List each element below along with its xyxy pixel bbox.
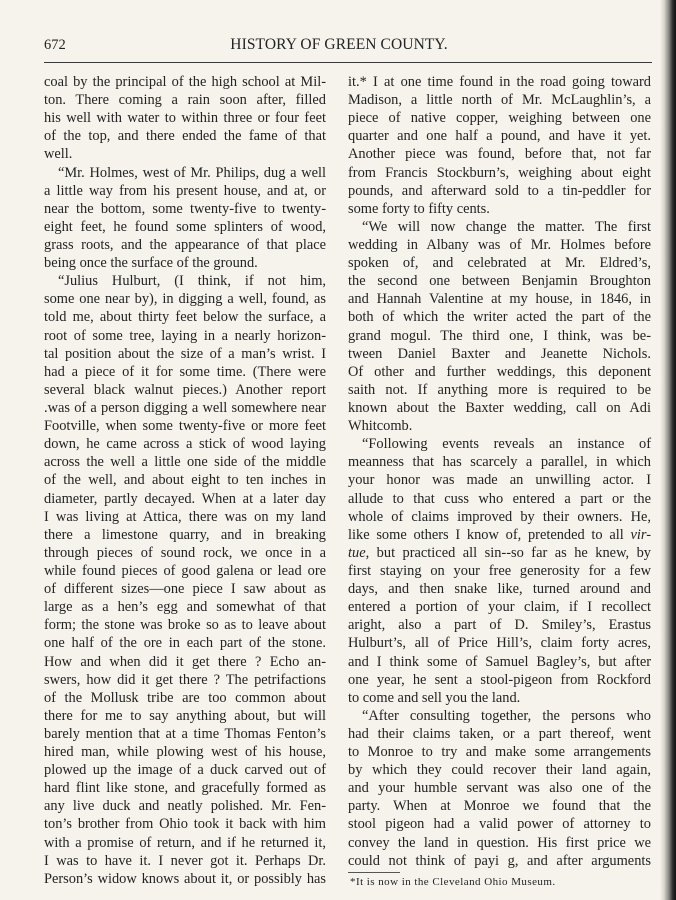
text-line: of the well, and about eight to ten inches in (44, 472, 326, 489)
text-line: convey the land in question. His first price we (348, 834, 651, 851)
text-line: saith not. If anything more is required to be (348, 381, 651, 398)
text-line: piece of native copper, weighing between one (348, 110, 651, 127)
text-line: Person’s widow knows about it, or possibly has (44, 870, 326, 887)
text-line: down, he came across a stick of wood laying (44, 436, 326, 453)
running-title: HISTORY OF GREEN COUNTY. (230, 36, 448, 53)
text-line: could not think of payi g, and after arguments (348, 852, 651, 869)
text-run: like some others I know of, pretended to all (348, 526, 631, 543)
text-line: diameter, partly decayed. When at a later day (44, 490, 326, 507)
page-number: 672 (44, 37, 66, 53)
text-line: some one near by), in digging a well, found, as (44, 291, 326, 308)
italic-run: vir- (630, 526, 651, 543)
text-line: “Following events reveals an instance of (362, 436, 651, 453)
text-line: Whitcomb. (348, 418, 413, 435)
page-edge-shadow (660, 0, 676, 900)
text-line: ton. There coming a rain soon after, filled (44, 92, 326, 109)
text-line: aright, also a part of D. Smiley’s, Erastus (348, 617, 651, 634)
text-line: known about the Baxter wedding, call on Adi (348, 399, 651, 416)
text-line: first staying on your free generosity for a few (348, 562, 651, 579)
text-line: hired man, while plowing west of his house, (44, 744, 326, 761)
right-column (348, 73, 651, 870)
text-line: there a limestone quarry, and in breaking (44, 526, 326, 543)
italic-run: tue (348, 544, 366, 561)
text-line: and I think some of Samuel Bagley’s, but after (348, 653, 651, 670)
text-line: with a promise of return, and if he returned it, (44, 834, 326, 851)
text-line: one half of the ore in each part of the stone. (44, 635, 326, 652)
text-line: of the top, and there ended the fame of that (44, 128, 326, 145)
text-run: , but practiced all sin--so far as he knew, by (365, 544, 651, 561)
text-line: across the well a little one side of the middle (44, 454, 326, 471)
text-line: of the Mollusk tribe are too common about (44, 689, 326, 706)
text-line: stool pigeon had a valid power of attorney to (348, 816, 651, 833)
text-line: grass roots, and the appearance of that place (44, 236, 326, 253)
text-line: ton’s brother from Ohio took it back with him (44, 816, 326, 833)
text-line: to Monroe to try and make some arrangements (348, 744, 651, 761)
text-line: How and when did it get there ? Echo an- (44, 653, 326, 670)
text-line: days, and then snake like, turned around and (348, 581, 651, 598)
text-line: “We will now change the matter. The first (362, 218, 651, 235)
text-line: had their claims taken, or a part thereof, went (348, 725, 651, 742)
text-line: meanness that has scarcely a parallel, in which (348, 454, 651, 471)
text-line: it.* I at one time found in the road going toward (348, 74, 651, 90)
text-line: coal by the principal of the high school at Mil- (44, 74, 326, 90)
text-line: and Hannah Valentine at my house, in 1846, in (348, 291, 651, 308)
text-line: near the bottom, some twenty-five to twenty- (44, 200, 326, 217)
text-line: had a piece of it for some time. (There were (44, 363, 326, 380)
text-line: Madison, a little north of Mr. McLaughlin’s, a (348, 92, 651, 109)
text-line: one year, he sent a stool-pigeon from Rockford (348, 671, 651, 688)
text-line: a little way from his present house, and at, or (44, 182, 326, 199)
text-line: eight feet, he found some splinters of wood, (44, 218, 326, 235)
text-line: .was of a person digging a well somewhere near (44, 399, 326, 416)
text-line (348, 526, 651, 544)
text-line: whole of claims improved by their owners. He, (348, 508, 651, 525)
text-line: hard flint like stone, and gracefully formed as (44, 780, 326, 797)
text-line: “After consulting together, the persons who (362, 707, 651, 724)
text-line: of different sizes—one piece I saw about as (44, 581, 326, 598)
text-line: Hulburt’s, all of Price Hill’s, claim forty acres, (348, 635, 651, 652)
text-line: allude to that cuss who entered a part or the (348, 490, 651, 507)
text-line: and your humble servant was also one of the (348, 780, 651, 797)
text-line: some forty to fifty cents. (348, 200, 490, 217)
text-line: I was to have it. I never got it. Perhaps Dr. (44, 852, 326, 869)
text-line: there for me to say anything about, but will (44, 707, 326, 724)
text-line: pounds, and afterward sold to a tin-peddler for (348, 182, 651, 199)
text-line: grand mogul. The third one, I think, was be- (348, 327, 651, 344)
text-line: plowed up the image of a duck carved out of (44, 762, 326, 779)
text-line: spoken of, and celebrated at Mr. Eldred’s, (348, 255, 651, 272)
text-line: tween Daniel Baxter and Jeanette Nichols. (348, 345, 651, 362)
text-line: the second one between Benjamin Broughton (348, 273, 651, 290)
text-line: well. (44, 146, 73, 163)
text-line: his well with water to within three or four feet (44, 110, 326, 127)
text-line: told me, about thirty feet below the surface, a (44, 309, 326, 326)
text-line: barely mention that at a time Thomas Fenton’s (44, 725, 326, 742)
text-line: root of some tree, laying in a nearly horizon- (44, 327, 326, 344)
text-line: by which they could recover their land again, (348, 762, 651, 779)
text-line: wedding in Albany was of Mr. Holmes before (348, 236, 651, 253)
text-line: quarter and one half a pound, and have it yet. (348, 128, 651, 145)
left-column (44, 73, 326, 888)
text-line: Of other and further weddings, this deponent (348, 363, 651, 380)
text-line (348, 544, 651, 562)
text-line: both of which the writer acted the part of the (348, 309, 651, 326)
text-line: your honor was made an unwilling actor. I (348, 472, 651, 489)
text-line: to come and sell you the land. (348, 689, 521, 706)
text-line: from Francis Stockburn’s, weighing about eight (348, 164, 651, 181)
text-line: large as a hen’s egg and somewhat of that (44, 599, 326, 616)
footnote-rule (348, 872, 400, 873)
text-line: swers, how did it get there ? The petrifactions (44, 671, 326, 688)
footnote: *It is now in the Cleveland Ohio Museum. (350, 876, 556, 888)
text-line: being once the surface of the ground. (44, 255, 258, 272)
text-line: entered a portion of your claim, if I recollect (348, 599, 651, 616)
text-line: form; the stone was broke so as to leave about (44, 617, 326, 634)
text-line: “Julius Hulburt, (I think, if not him, (58, 273, 326, 290)
text-line: I was living at Attica, there was on my land (44, 508, 326, 525)
text-line: several black walnut pieces.) Another report (44, 381, 326, 398)
text-line: “Mr. Holmes, west of Mr. Philips, dug a well (58, 164, 326, 181)
header-rule (44, 62, 652, 63)
text-line: any live duck and neatly polished. Mr. Fen- (44, 798, 326, 815)
text-line: while found pieces of good galena or lead ore (44, 562, 326, 579)
text-line: Footville, when some twenty-five or more feet (44, 418, 326, 435)
text-line: tal position about the size of a man’s wrist. I (44, 345, 326, 362)
text-line: Another piece was found, before that, not far (348, 146, 651, 163)
text-line: party. When at Monroe we found that the (348, 798, 651, 815)
text-line: through pieces of sound rock, we once in a (44, 544, 326, 561)
